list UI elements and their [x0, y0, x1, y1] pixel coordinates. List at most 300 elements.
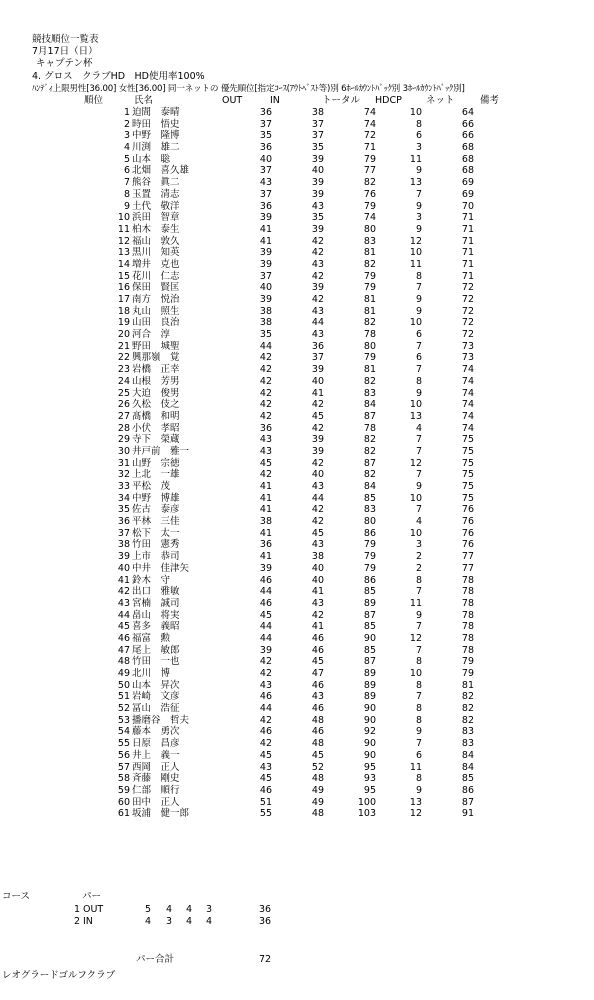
rank-cell: 18 — [117, 305, 130, 317]
in-score: 42 — [311, 422, 324, 434]
table-row — [0, 247, 594, 259]
out-score: 42 — [259, 668, 272, 679]
hdcp-value: 12 — [409, 457, 422, 469]
total-score: 83 — [363, 504, 376, 516]
table-row — [0, 575, 594, 587]
out-score: 44 — [259, 621, 272, 633]
out-score: 45 — [259, 773, 272, 785]
par-total-label: パー合計 — [136, 954, 175, 965]
total-score: 90 — [363, 632, 376, 644]
net-score: 68 — [461, 165, 474, 177]
player-name: 藤本 勇次 — [132, 726, 180, 738]
hdcp-value: 10 — [409, 399, 422, 411]
net-score: 73 — [461, 340, 474, 352]
total-score: 85 — [363, 586, 376, 598]
table-row — [0, 715, 594, 727]
in-score: 42 — [311, 270, 324, 282]
rank-cell: 48 — [117, 656, 130, 668]
player-name: 南方 悦治 — [132, 294, 180, 305]
hdcp-value: 7 — [415, 282, 422, 294]
hdcp-value: 2 — [415, 562, 422, 574]
total-score: 84 — [363, 481, 376, 492]
net-score: 84 — [461, 761, 474, 773]
in-score: 48 — [311, 808, 324, 820]
player-name: 迫間 泰晴 — [132, 107, 180, 118]
out-score: 36 — [259, 200, 272, 212]
rank-cell: 50 — [117, 679, 130, 691]
total-score: 78 — [363, 329, 376, 341]
rank-cell: 55 — [117, 738, 130, 750]
rank-cell: 38 — [117, 539, 130, 551]
hdcp-value: 3 — [415, 142, 422, 154]
hdcp-value: 9 — [415, 609, 422, 621]
player-name: 竹田 憲秀 — [132, 539, 180, 551]
hdcp-value: 10 — [409, 317, 422, 329]
total-score: 71 — [363, 142, 376, 154]
out-score: 41 — [259, 235, 272, 247]
hdcp-value: 6 — [415, 329, 422, 341]
in-score: 45 — [311, 527, 324, 539]
in-score: 41 — [311, 621, 324, 633]
in-score: 37 — [311, 118, 324, 130]
rank-cell: 11 — [117, 223, 130, 235]
out-score: 36 — [259, 422, 272, 434]
hdcp-value: 8 — [415, 118, 422, 130]
total-score: 95 — [363, 784, 376, 796]
par-total-value: 72 — [259, 954, 272, 965]
net-score: 74 — [461, 410, 474, 422]
rank-cell: 60 — [117, 796, 130, 808]
rank-cell: 17 — [117, 294, 130, 305]
total-score: 79 — [363, 153, 376, 165]
net-score: 82 — [461, 714, 474, 726]
table-row — [0, 528, 594, 540]
total-score: 79 — [363, 539, 376, 551]
rank-cell: 49 — [117, 668, 130, 679]
out-score: 37 — [259, 118, 272, 130]
rank-cell: 13 — [117, 247, 130, 259]
course-label: コース — [2, 891, 31, 902]
table-row — [0, 259, 594, 271]
out-score: 43 — [259, 445, 272, 457]
net-score: 78 — [461, 632, 474, 644]
table-row — [0, 107, 594, 119]
out-score: 46 — [259, 726, 272, 738]
net-score: 78 — [461, 586, 474, 598]
out-score: 51 — [259, 796, 272, 808]
net-score: 69 — [461, 177, 474, 189]
rank-cell: 46 — [117, 632, 130, 644]
rank-cell: 47 — [117, 644, 130, 656]
player-name: 竹田 一也 — [132, 656, 180, 668]
in-score: 35 — [311, 212, 324, 224]
hdcp-value: 8 — [415, 375, 422, 387]
in-score: 37 — [311, 130, 324, 142]
net-score: 78 — [461, 597, 474, 609]
out-score: 37 — [259, 165, 272, 177]
net-score: 71 — [461, 235, 474, 247]
event-date: 7月17日（日） — [32, 46, 98, 57]
col-total: トータル — [322, 95, 361, 106]
total-score: 87 — [363, 656, 376, 668]
player-name: 興那嶺 覚 — [132, 352, 180, 364]
rank-cell: 36 — [117, 516, 130, 528]
par-label: パー — [82, 891, 102, 902]
hole-par: 4 — [166, 904, 173, 915]
in-score: 43 — [311, 481, 324, 492]
table-row — [0, 808, 594, 820]
in-score: 42 — [311, 516, 324, 528]
out-score: 43 — [259, 761, 272, 773]
table-row — [0, 236, 594, 248]
table-row — [0, 329, 594, 341]
in-score: 41 — [311, 387, 324, 399]
net-score: 87 — [461, 796, 474, 808]
out-score: 43 — [259, 434, 272, 446]
table-row — [0, 633, 594, 645]
table-row — [0, 750, 594, 762]
in-score: 44 — [311, 492, 324, 504]
total-score: 87 — [363, 410, 376, 422]
net-score: 64 — [461, 107, 474, 118]
total-score: 85 — [363, 644, 376, 656]
in-score: 48 — [311, 738, 324, 750]
total-score: 86 — [363, 574, 376, 586]
col-name: 氏名 — [134, 95, 154, 106]
out-score: 38 — [259, 305, 272, 317]
player-name: 佐古 泰彦 — [132, 504, 180, 516]
hdcp-value: 13 — [409, 796, 422, 808]
out-score: 35 — [259, 130, 272, 142]
rank-cell: 54 — [117, 726, 130, 738]
in-score: 39 — [311, 177, 324, 189]
player-name: 日原 昌彦 — [132, 738, 180, 750]
table-row — [0, 423, 594, 435]
hole-par: 4 — [186, 916, 193, 927]
out-score: 41 — [259, 551, 272, 563]
player-name: 中井 佳津矢 — [132, 562, 190, 574]
out-score: 43 — [259, 679, 272, 691]
out-score: 36 — [259, 539, 272, 551]
player-name: 山野 宗徳 — [132, 457, 180, 469]
net-score: 74 — [461, 364, 474, 376]
total-score: 80 — [363, 223, 376, 235]
net-score: 68 — [461, 142, 474, 154]
total-score: 93 — [363, 773, 376, 785]
out-score: 37 — [259, 270, 272, 282]
hdcp-value: 4 — [415, 516, 422, 528]
hdcp-value: 11 — [409, 597, 422, 609]
player-name: 岩橋 正幸 — [132, 364, 180, 376]
hdcp-value: 7 — [415, 445, 422, 457]
hdcp-value: 7 — [415, 586, 422, 598]
total-score: 85 — [363, 492, 376, 504]
total-score: 72 — [363, 130, 376, 142]
hdcp-value: 7 — [415, 469, 422, 481]
table-row — [0, 224, 594, 236]
rank-cell: 2 — [123, 118, 130, 130]
out-score: 55 — [259, 808, 272, 820]
rank-cell: 21 — [117, 340, 130, 352]
net-score: 72 — [461, 317, 474, 329]
in-score: 40 — [311, 562, 324, 574]
rank-cell: 6 — [123, 165, 130, 177]
out-score: 46 — [259, 597, 272, 609]
rank-cell: 22 — [117, 352, 130, 364]
in-score: 38 — [311, 107, 324, 118]
player-name: 川渕 雄二 — [132, 142, 180, 154]
course-row-in — [0, 916, 594, 928]
total-score: 82 — [363, 177, 376, 189]
rank-cell: 9 — [123, 200, 130, 212]
in-score: 43 — [311, 539, 324, 551]
player-name: 久松 伎之 — [132, 399, 180, 411]
hdcp-value: 9 — [415, 481, 422, 492]
rank-cell: 37 — [117, 527, 130, 539]
net-score: 83 — [461, 738, 474, 750]
player-name: 時田 悟史 — [132, 118, 180, 130]
col-hdcp: HDCP — [375, 95, 402, 106]
rank-cell: 56 — [117, 749, 130, 761]
rank-cell: 29 — [117, 434, 130, 446]
table-row — [0, 539, 594, 551]
out-score: 45 — [259, 609, 272, 621]
out-score: 45 — [259, 457, 272, 469]
net-score: 72 — [461, 305, 474, 317]
hdcp-value: 11 — [409, 153, 422, 165]
total-score: 90 — [363, 749, 376, 761]
in-score: 41 — [311, 586, 324, 598]
table-row — [0, 119, 594, 131]
player-name: 黒川 知英 — [132, 247, 180, 259]
table-row — [0, 645, 594, 657]
player-name: 山本 昇次 — [132, 679, 180, 691]
total-score: 92 — [363, 726, 376, 738]
total-score: 103 — [357, 808, 376, 820]
table-row — [0, 434, 594, 446]
in-score: 42 — [311, 399, 324, 411]
hdcp-value: 8 — [415, 679, 422, 691]
total-score: 79 — [363, 352, 376, 364]
table-row — [0, 703, 594, 715]
in-score: 40 — [311, 165, 324, 177]
net-score: 82 — [461, 691, 474, 703]
player-name: 平林 三佳 — [132, 516, 180, 528]
table-row — [0, 680, 594, 692]
total-score: 81 — [363, 364, 376, 376]
out-score: 40 — [259, 282, 272, 294]
total-score: 81 — [363, 294, 376, 305]
player-name: 松下 太一 — [132, 527, 180, 539]
player-name: 田中 正人 — [132, 796, 180, 808]
net-score: 68 — [461, 153, 474, 165]
total-score: 79 — [363, 270, 376, 282]
total-score: 82 — [363, 317, 376, 329]
table-row — [0, 399, 594, 411]
net-score: 66 — [461, 118, 474, 130]
rank-cell: 23 — [117, 364, 130, 376]
net-score: 75 — [461, 434, 474, 446]
hdcp-value: 3 — [415, 539, 422, 551]
in-score: 45 — [311, 656, 324, 668]
rank-cell: 30 — [117, 445, 130, 457]
table-row — [0, 563, 594, 575]
rank-cell: 12 — [117, 235, 130, 247]
rank-cell: 26 — [117, 399, 130, 411]
rank-cell: 42 — [117, 586, 130, 598]
hdcp-value: 6 — [415, 130, 422, 142]
total-score: 79 — [363, 551, 376, 563]
total-score: 74 — [363, 212, 376, 224]
in-score: 43 — [311, 258, 324, 270]
in-score: 39 — [311, 434, 324, 446]
net-score: 71 — [461, 258, 474, 270]
rank-cell: 5 — [123, 153, 130, 165]
col-net: ネット — [426, 95, 455, 106]
out-score: 42 — [259, 364, 272, 376]
player-name: 上北 一雄 — [132, 469, 180, 481]
table-row — [0, 668, 594, 680]
out-score: 41 — [259, 223, 272, 235]
rank-cell: 28 — [117, 422, 130, 434]
hdcp-value: 8 — [415, 703, 422, 715]
table-row — [0, 551, 594, 563]
in-score: 45 — [311, 410, 324, 422]
hdcp-value: 8 — [415, 714, 422, 726]
out-score: 41 — [259, 527, 272, 539]
table-row — [0, 352, 594, 364]
table-row — [0, 493, 594, 505]
total-score: 87 — [363, 457, 376, 469]
hdcp-value: 7 — [415, 188, 422, 200]
rank-cell: 51 — [117, 691, 130, 703]
table-row — [0, 516, 594, 528]
rank-cell: 10 — [117, 212, 130, 224]
rank-cell: 35 — [117, 504, 130, 516]
hdcp-value: 9 — [415, 726, 422, 738]
hdcp-value: 6 — [415, 749, 422, 761]
in-score: 44 — [311, 317, 324, 329]
player-name: 増井 克也 — [132, 258, 180, 270]
hole-par: 4 — [186, 904, 193, 915]
hdcp-value: 7 — [415, 504, 422, 516]
rank-cell: 3 — [123, 130, 130, 142]
hdcp-value: 10 — [409, 668, 422, 679]
hole-par: 5 — [145, 904, 152, 915]
table-row — [0, 154, 594, 166]
net-score: 78 — [461, 609, 474, 621]
in-score: 42 — [311, 457, 324, 469]
net-score: 71 — [461, 247, 474, 259]
hdcp-value: 7 — [415, 340, 422, 352]
out-score: 36 — [259, 142, 272, 154]
rank-cell: 33 — [117, 481, 130, 492]
hdcp-value: 11 — [409, 258, 422, 270]
hdcp-value: 2 — [415, 551, 422, 563]
col-note: 備考 — [480, 95, 500, 106]
net-score: 72 — [461, 294, 474, 305]
in-score: 49 — [311, 784, 324, 796]
player-name: 福富 勲 — [132, 632, 171, 644]
hdcp-value: 9 — [415, 784, 422, 796]
hdcp-value: 7 — [415, 434, 422, 446]
player-name: 中野 博雄 — [132, 492, 180, 504]
player-name: 西岡 正人 — [132, 761, 180, 773]
total-score: 82 — [363, 434, 376, 446]
rank-cell: 59 — [117, 784, 130, 796]
hdcp-value: 9 — [415, 387, 422, 399]
in-score: 49 — [311, 796, 324, 808]
net-score: 76 — [461, 504, 474, 516]
in-score: 43 — [311, 691, 324, 703]
net-score: 72 — [461, 329, 474, 341]
rank-cell: 43 — [117, 597, 130, 609]
hdcp-value: 9 — [415, 223, 422, 235]
out-score: 41 — [259, 492, 272, 504]
total-score: 86 — [363, 527, 376, 539]
in-score: 47 — [311, 668, 324, 679]
hdcp-value: 10 — [409, 492, 422, 504]
total-score: 82 — [363, 375, 376, 387]
hdcp-value: 10 — [409, 527, 422, 539]
net-score: 66 — [461, 130, 474, 142]
total-score: 80 — [363, 516, 376, 528]
event-name: キャプテン杯 — [36, 58, 93, 69]
player-name: 北川 博 — [132, 668, 171, 679]
rank-cell: 31 — [117, 457, 130, 469]
total-score: 74 — [363, 107, 376, 118]
player-name: 上市 恭司 — [132, 551, 180, 563]
rank-cell: 41 — [117, 574, 130, 586]
player-name: 山根 芳男 — [132, 375, 180, 387]
table-row — [0, 376, 594, 388]
table-row — [0, 388, 594, 400]
rank-cell: 58 — [117, 773, 130, 785]
table-row — [0, 726, 594, 738]
rank-cell: 34 — [117, 492, 130, 504]
in-score: 52 — [311, 761, 324, 773]
out-score: 39 — [259, 562, 272, 574]
in-score: 42 — [311, 504, 324, 516]
hdcp-value: 4 — [415, 422, 422, 434]
table-row — [0, 189, 594, 201]
total-score: 82 — [363, 445, 376, 457]
net-score: 76 — [461, 539, 474, 551]
in-score: 43 — [311, 329, 324, 341]
player-name: 山田 良治 — [132, 317, 180, 329]
net-score: 82 — [461, 703, 474, 715]
net-score: 75 — [461, 445, 474, 457]
in-score: 40 — [311, 574, 324, 586]
net-score: 78 — [461, 644, 474, 656]
table-row — [0, 446, 594, 458]
rank-cell: 45 — [117, 621, 130, 633]
player-name: 井戸前 雅一 — [132, 445, 190, 457]
in-score: 35 — [311, 142, 324, 154]
total-score: 74 — [363, 118, 376, 130]
table-row — [0, 656, 594, 668]
table-row — [0, 598, 594, 610]
out-score: 39 — [259, 258, 272, 270]
in-score: 39 — [311, 223, 324, 235]
out-score: 44 — [259, 340, 272, 352]
in-score: 42 — [311, 294, 324, 305]
player-name: 浜田 智章 — [132, 212, 180, 224]
table-row — [0, 797, 594, 809]
hdcp-value: 10 — [409, 247, 422, 259]
total-score: 87 — [363, 609, 376, 621]
in-score: 46 — [311, 703, 324, 715]
